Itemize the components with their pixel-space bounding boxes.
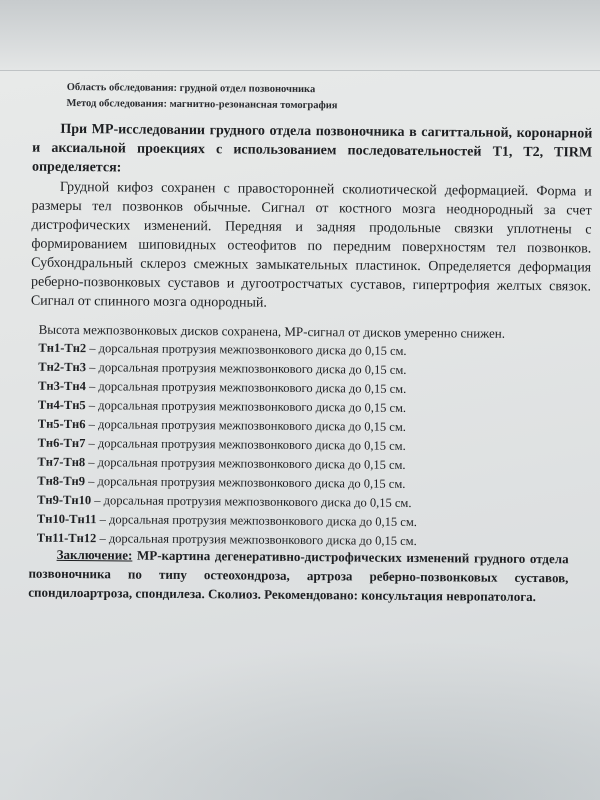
disc-section [37,320,579,553]
disc-level: Тн6-Тн7 [37,435,86,451]
disc-finding: – дорсальная протрузия межпозвонкового диска до 0,15 см. [85,455,406,472]
intro-paragraph: При МР-исследовании грудного отдела позвоночника в сагиттальной, коронарной и аксиальной проекциях с использованием последовательностей T1, T2, TIRM определяется: [31,121,593,176]
findings-paragraph: Грудной кифоз сохранен с правосторонней сколиотической деформацией. Форма и размеры тел позвонков обычные. Сигнал от костного мозга неоднородный за счет дистрофических изменений. Передняя и задняя продольные связки уплотнены с формированием шиповидных остеофитов по передним поверхностям тел позвонков. Субхондральный склероз смежных замыкательных пластинок. Определяется деформация реберно-позвонковых суставов и дугоотростчатых суставов, гипертрофия желтых связок. Сигнал от спинного мозга однородный. [30,179,592,311]
exam-area: Область обследования: грудной отдел позвоночника [66,81,316,96]
disc-summary: Высота межпозвонковых дисков сохранена, МР-сигнал от дисков умеренно снижен. [38,321,506,341]
disc-level: Тн3-Тн4 [38,378,86,394]
disc-list [37,339,579,553]
disc-level: Тн5-Тн6 [37,416,86,432]
conclusion-paragraph [28,545,568,607]
disc-level: Тн1-Тн2 [38,340,87,356]
conclusion-label: Заключение: [56,546,133,563]
disc-level: Тн4-Тн5 [37,397,86,413]
disc-finding: – дорсальная протрузия межпозвонкового диска до 0,15 см. [85,417,406,434]
page-shadow [0,640,600,800]
disc-finding: – дорсальная протрузия межпозвонкового диска до 0,15 см. [96,512,417,530]
disc-finding: – дорсальная протрузия межпозвонкового диска до 0,15 см. [86,341,407,358]
disc-level: Тн8-Тн9 [37,473,86,489]
disc-level: Тн2-Тн3 [38,359,87,375]
disc-finding: – дорсальная протрузия межпозвонкового диска до 0,15 см. [96,531,417,549]
disc-finding: – дорсальная протрузия межпозвонкового диска до 0,15 см. [91,493,412,510]
disc-level: Тн11-Тн12 [36,530,97,546]
disc-finding: – дорсальная протрузия межпозвонкового диска до 0,15 см. [85,379,407,396]
disc-finding: – дорсальная протрузия межпозвонкового диска до 0,15 см. [84,474,406,491]
disc-finding: – дорсальная протрузия межпозвонкового диска до 0,15 см. [85,436,406,453]
conclusion-text: МР-картина дегенеративно-дистрофических изменений грудного отдела позвоночника по типу остеохондроза, артроза реберно-позвонковых суставов, спондилоартроза, спондилеза. Сколиоз. Рекомендовано: консультация невропатолога. [28,547,569,605]
disc-level: Тн9-Тн10 [37,492,92,508]
exam-method: Метод обследования: магнитно-резонансная томография [66,97,338,112]
disc-finding: – дорсальная протрузия межпозвонкового диска до 0,15 см. [85,398,407,415]
disc-level: Тн10-Тн11 [36,511,97,527]
disc-level: Тн7-Тн8 [37,454,86,470]
disc-finding: – дорсальная протрузия межпозвонкового диска до 0,15 см. [85,360,407,377]
